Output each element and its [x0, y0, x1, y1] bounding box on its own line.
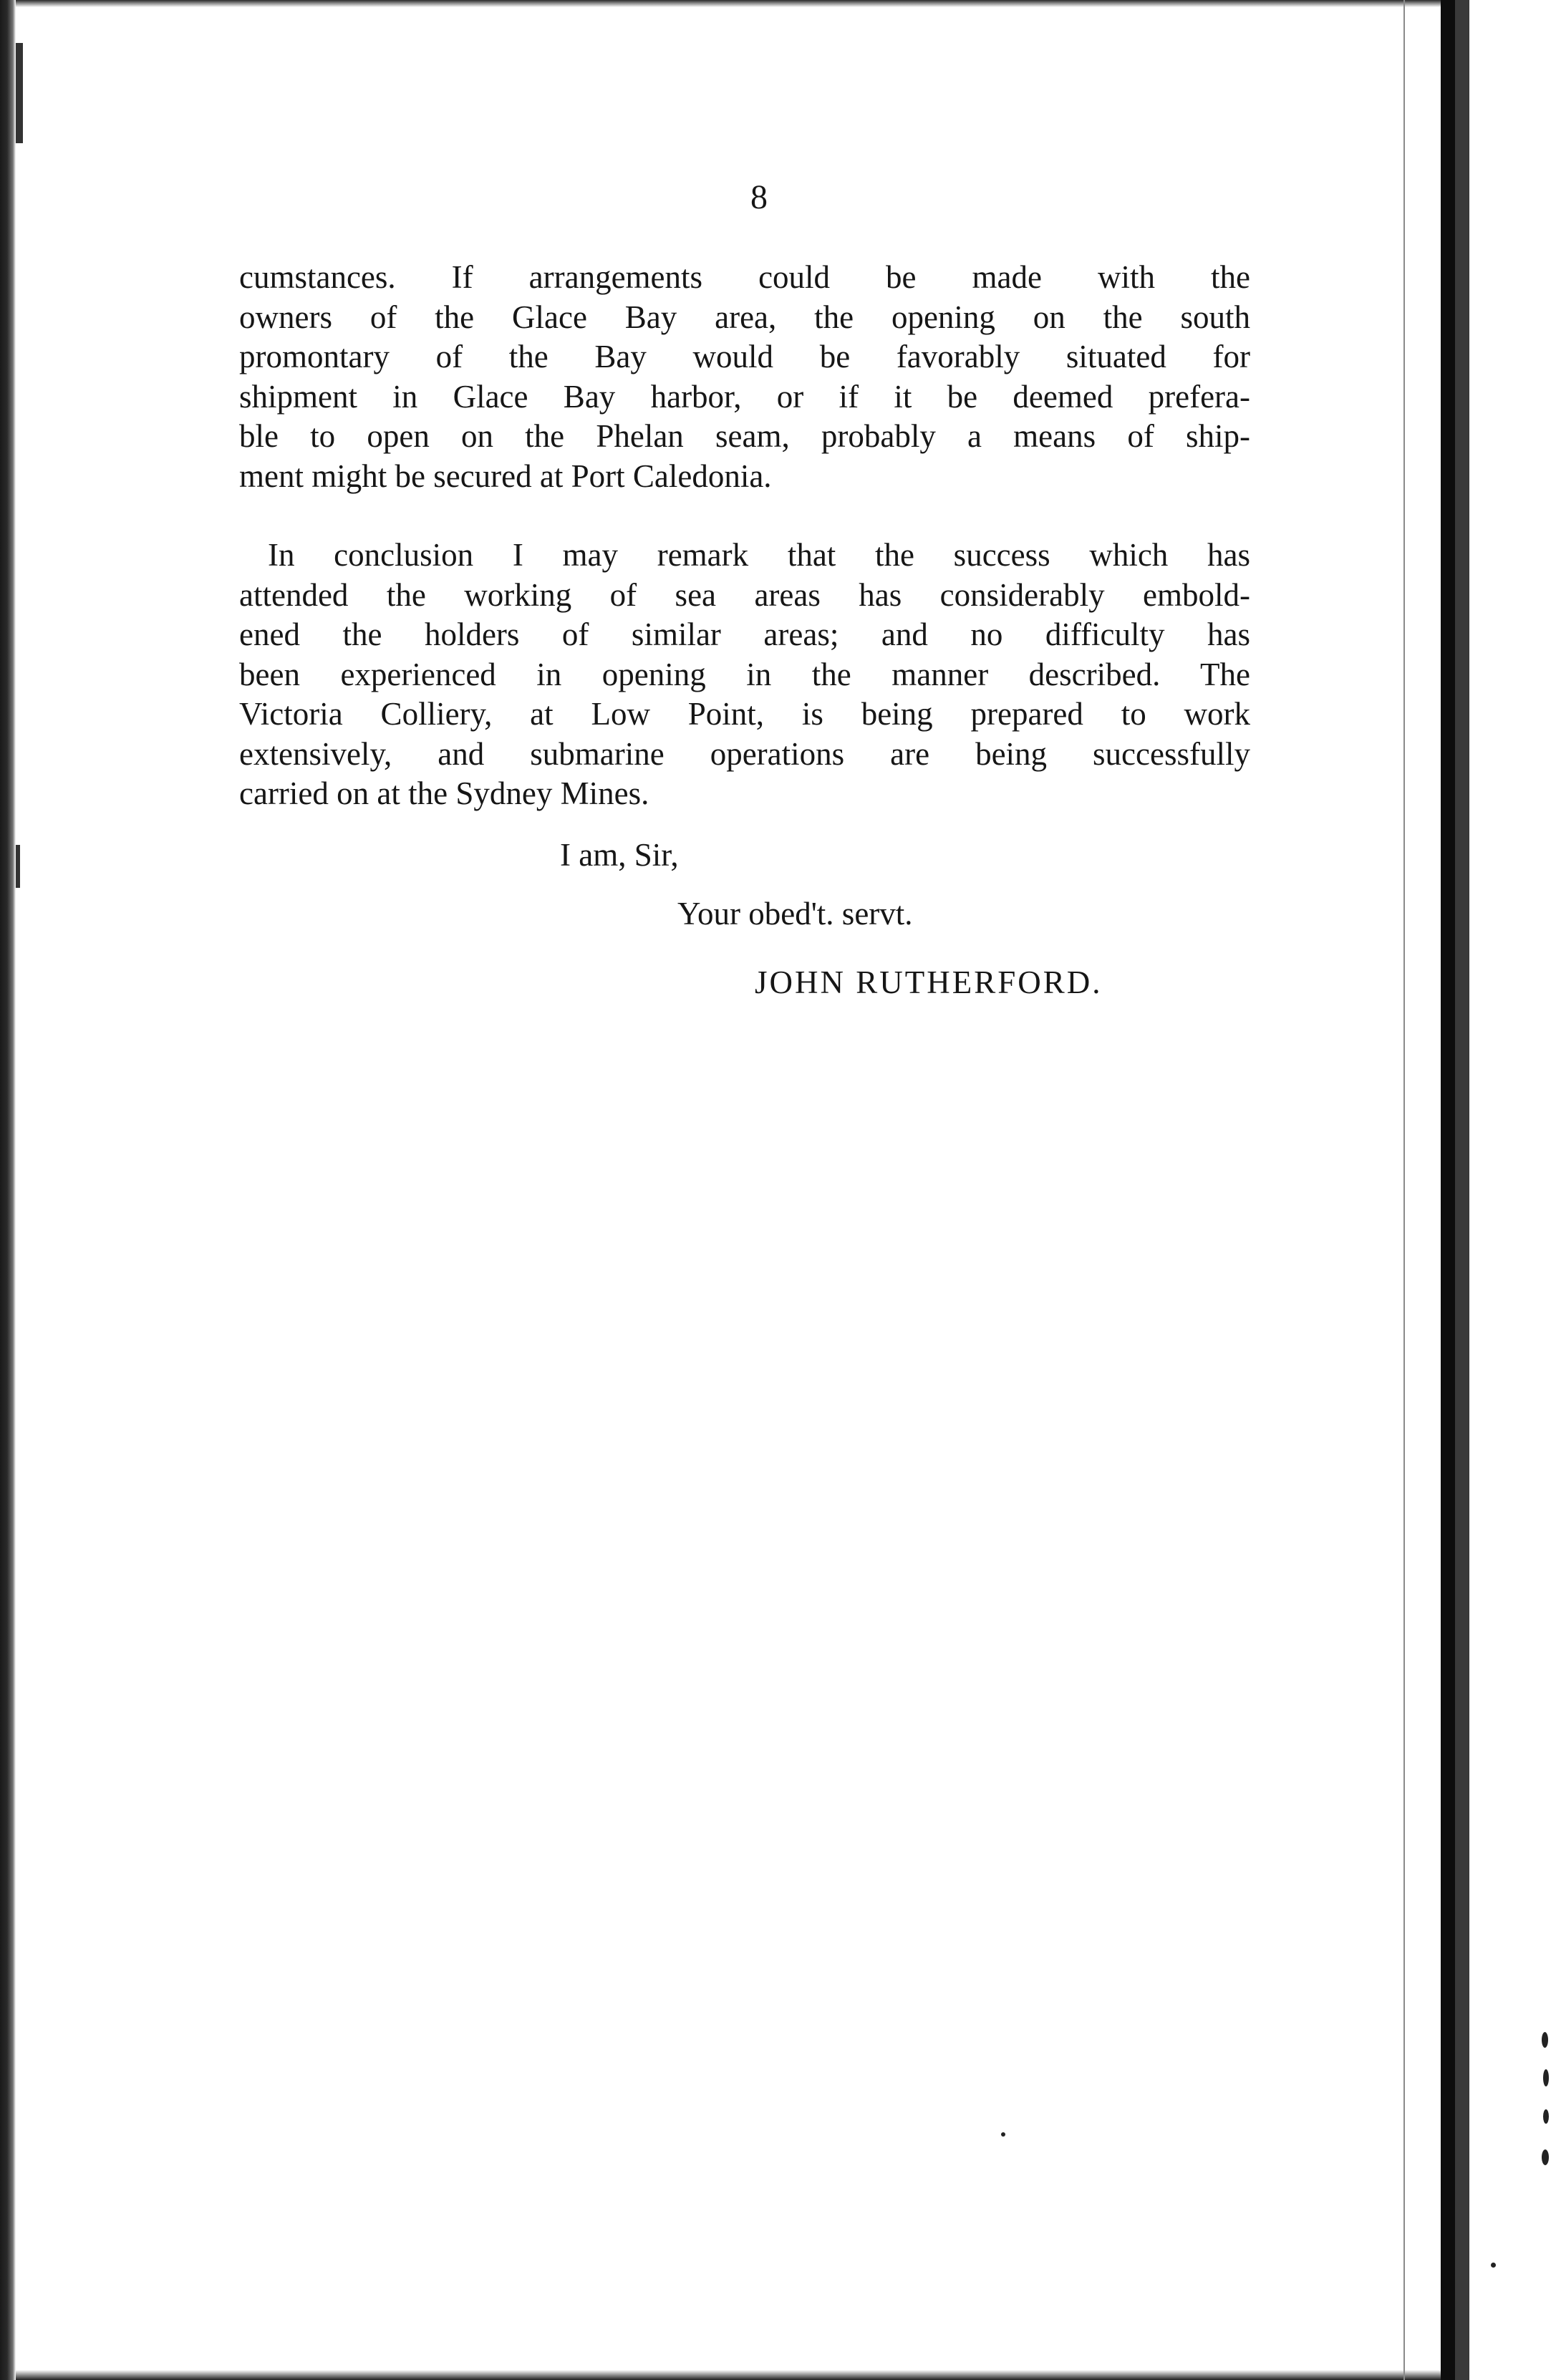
scan-edge-mark	[16, 845, 20, 888]
text-line: In conclusion I may remark that the success which has	[268, 537, 1250, 573]
text-line: extensively, and submarine operations are being successfully	[239, 735, 1250, 772]
book-spine	[1441, 0, 1455, 2380]
text-line: carried on at the Sydney Mines.	[239, 775, 649, 811]
adjacent-page-mark	[1542, 2032, 1548, 2048]
dust-speck	[1001, 2132, 1005, 2137]
paragraph-spacer	[239, 496, 1250, 536]
valediction: Your obed't. servt.	[677, 896, 913, 932]
text-line: promontary of the Bay would be favorably situated for	[239, 339, 1250, 374]
text-line: attended the working of sea areas has considerably embold-	[239, 576, 1250, 613]
adjacent-page-mark	[1542, 2149, 1549, 2165]
text-line: ened the holders of similar areas; and no difficulty has	[239, 616, 1250, 652]
dust-speck	[1491, 2263, 1496, 2268]
scan-bottom-shadow	[0, 2370, 1556, 2380]
text-line: Victoria Colliery, at Low Point, is being prepared to work	[239, 696, 1250, 732]
adjacent-page	[1469, 0, 1556, 2380]
paragraph	[239, 536, 1250, 814]
scan-top-shadow	[0, 0, 1556, 7]
text-line: cumstances. If arrangements could be made with the	[239, 259, 1250, 295]
adjacent-page-mark	[1543, 2069, 1549, 2086]
scan-left-edge	[0, 0, 16, 2380]
scan-edge-mark	[16, 43, 23, 143]
page-gutter-line	[1403, 0, 1405, 2380]
paragraph	[239, 258, 1250, 496]
book-spine-shadow	[1455, 0, 1469, 2380]
text-line: ment might be secured at Port Caledonia.	[239, 458, 772, 494]
salutation: I am, Sir,	[560, 837, 679, 873]
text-line: ble to open on the Phelan seam, probably a means of ship-	[239, 418, 1250, 454]
page-number: 8	[750, 178, 768, 216]
text-line: been experienced in opening in the manner described. The	[239, 656, 1250, 692]
text-line: shipment in Glace Bay harbor, or if it be deemed prefera-	[239, 378, 1250, 415]
adjacent-page-mark	[1543, 2109, 1549, 2124]
signature: JOHN RUTHERFORD.	[755, 964, 1103, 1000]
text-line: owners of the Glace Bay area, the opening on the south	[239, 299, 1250, 335]
letter-body	[239, 258, 1250, 814]
